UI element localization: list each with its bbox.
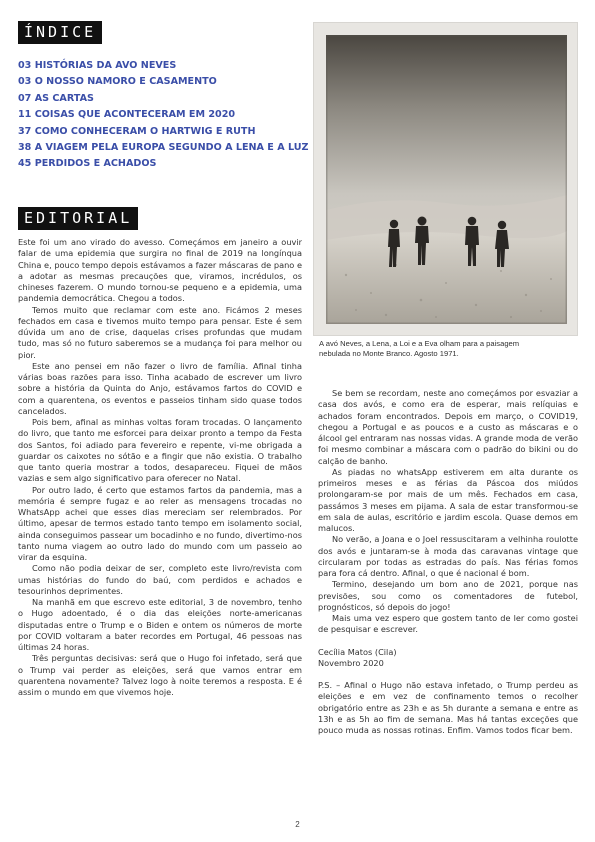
table-of-contents [18,58,308,173]
paragraph: Mais uma vez espero que gostem tanto de ler como gostei de pesquisar e escrever. [318,613,578,635]
toc-item[interactable]: 45 PERDIDOS E ACHADOS [18,158,157,170]
toc-item[interactable]: 03 HISTÓRIAS DA AVO NEVES [18,60,177,71]
toc-item[interactable]: 37 COMO CONHECERAM O HARTWIG E RUTH [18,125,256,137]
paragraph: Este foi um ano virado do avesso. Começámos em janeiro a ouvir falar de uma epidemia que surgira no final de 2019 na longínqua China e, pouco tempo depois estávamos a fazer máscaras de pano e a adotar as mesmas precauções que, viramos, incrédulos, os chineses fazerem. O mundo tornou-se pequeno e a epidemia, uma pandemia democrática. Chegou a todos. [18,237,302,304]
index-heading: ÍNDICE [18,21,102,44]
postscript: P.S. – Afinal o Hugo não estava infetado, o Trump perdeu as eleições e em vez de confinamento temos o recolher obrigatório entre as 23h e as 5h durante a semana e entre as 13h e as 5h ao fim de semana. Mas há tantas exceções que pouco muda as nossas rotinas. Enfim. Vamos todos ficar bem. [318,680,578,735]
paragraph: As piadas no whatsApp estiverem em alta durante os primeiros meses e as férias da Páscoa dos miúdos prolongaram-se por mais de um mês. Fechados em casa, passámos 3 meses em pijama. A sala de estar transformou-se em sala de aulas, escritório e jardim escola. Quase demos em malucos. [318,466,578,533]
page-number: 2 [295,820,300,829]
paragraph: Três perguntas decisivas: será que o Hugo foi infetado, será que o Trump vai perder as eleições, será que vamos entrar em quarentena novamente? Talvez logo à noite teremos a resposta. E é assim o mundo em que vivemos hoje. [18,653,302,697]
paragraph: Por outro lado, é certo que estamos fartos da pandemia, mas a memória é sempre fugaz e ao reler as mensagens trocadas no WhatsApp achei que esses dias mereciam ser relembrados. Por último, apesar de termos estado tanto tempo em isolamento social, ainda conseguimos passear um bocadinho e no fundo, divertimo-nos tanto numa viagem ao outro lado do mundo com um passeio ao virar da esquina. [18,484,302,562]
paragraph: Este ano pensei em não fazer o livro de família. Afinal tinha várias boas razões para isso. Tinha acabado de escrever um livro sobre a história da Quinta do Anjo, estávamos fartos do COVID e com a quarentena, os eventos e passeios tinham sido quase todos cancelados. [18,360,302,416]
caption-line: nebulada no Monte Branco. Agosto 1971. [319,349,459,358]
paragraph: Temos muito que reclamar com este ano. Ficámos 2 meses fechados em casa e tivemos muito tempo para pensar. Este é sem dúvida um ano de crise, daquelas crises profundas que mudam tudo, mas só no futuro saberemos se a mudança foi para melhor ou pior. [18,304,302,360]
toc-item[interactable]: 38 A VIAGEM PELA EUROPA SEGUNDO A LENA E A LUZ [18,142,309,154]
toc-item[interactable]: 11 COISAS QUE ACONTECERAM EM 2020 [18,109,236,121]
paragraph: Na manhã em que escrevo este editorial, 3 de novembro, tenho o Hugo adoentado, é o dia das eleições norte-americanas disputadas entre o Trump e o Biden e ontem os números de morte por COVID voltaram a bater recordes em Portugal, 46 pessoas nas últimas 24 horas. [18,597,302,652]
paragraph: Como não podia deixar de ser, completo este livro/revista com umas histórias do fundo do baú, com perdidos e achados e tesourinhos deprimentes. [18,563,302,596]
editorial-heading: EDITORIAL [18,207,138,230]
toc-item[interactable]: 03 O NOSSO NAMORO E CASAMENTO [18,76,217,88]
toc-item[interactable]: 07 AS CARTAS [18,92,94,104]
paragraph: Se bem se recordam, neste ano começámos por esvaziar a casa dos avós, e como era de esperar, mais relíquias e achados foram encontrados. Depois em março, o COVID19, chegou a Portugal e as poucos e a custo as máscaras e o álcool gel entraram nas nossas vidas. A grande moda de verão foi mesmo combinar a máscara com o padrão do bikini ou do calção de banho. [318,388,578,466]
paragraph: No verão, a Joana e o Joel ressuscitaram a velhinha roulotte dos avós e juntaram-se à moda das caravanas vintage que circularam por todas as estradas do país. Nas férias fomos para fora cá dentro. Afinal, o que é nacional é bom. [318,534,578,578]
vintage-photo [313,22,578,336]
caption-line: A avó Neves, a Lena, a Loi e a Eva olham para a paisagem [319,339,520,348]
signature-name: Cecília Matos (Cila) [318,646,397,657]
mountain-landscape-photo [326,35,567,324]
editorial-right-column [318,388,578,736]
editorial-left-column [18,237,302,698]
paragraph: Pois bem, afinal as minhas voltas foram trocadas. O lançamento do livro, que tanto me esforcei para deixar pronto a tempo da Festa dos Santos, foi adiado para fevereiro e repente, vi-me obrigada a guardar os caixotes no sótão e a fingir que não existia. O trabalho que tanto queria mostrar a todos, desapareceu. Fiquei de mãos vazias e sem algo significativo para oferecer no Natal. [18,417,302,484]
paragraph: Termino, desejando um bom ano de 2021, porque nas previsões, sou como os comentadores de futebol, prognósticos, só depois do jogo! [318,579,578,612]
signature-date: Novembro 2020 [318,657,384,668]
photo-caption [319,339,577,359]
